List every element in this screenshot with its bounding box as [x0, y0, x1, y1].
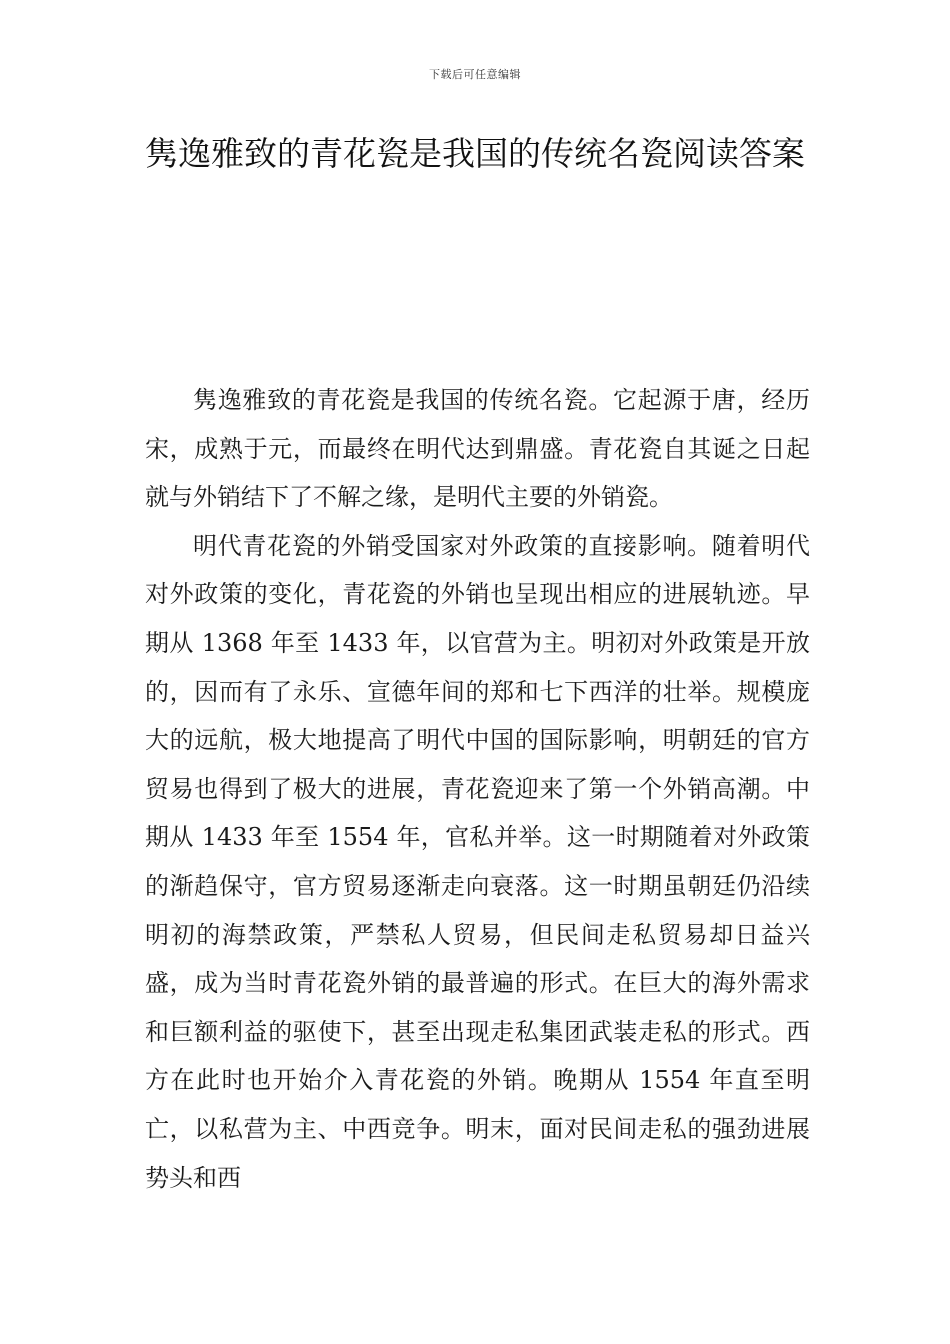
document-title: 隽逸雅致的青花瓷是我国的传统名瓷阅读答案 — [145, 134, 805, 173]
document-body — [145, 376, 810, 1202]
paragraph-2: 明代青花瓷的外销受国家对外政策的直接影响。随着明代对外政策的变化，青花瓷的外销也呈现出相应的进展轨迹。早期从 1368 年至 1433 年，以官营为主。明初对外政策是开放的，因而有了永乐、宣德年间的郑和七下西洋的壮举。规模庞大的远航，极大地提高了明代中国的国际影响，明朝廷的官方贸易也得到了极大的进展，青花瓷迎来了第一个外销高潮。中期从 1433 年至 1554 年，官私并举。这一时期随着对外政策的渐趋保守，官方贸易逐渐走向衰落。这一时期虽朝廷仍沿续明初的海禁政策，严禁私人贸易，但民间走私贸易却日益兴盛，成为当时青花瓷外销的最普遍的形式。在巨大的海外需求和巨额利益的驱使下，甚至出现走私集团武装走私的形式。西方在此时也开始介入青花瓷的外销。晚期从 1554 年直至明亡，以私营为主、中西竞争。明末，面对民间走私的强劲进展势头和西 — [145, 531, 810, 1192]
page-header-note: 下载后可任意编辑 — [429, 68, 521, 81]
paragraph-1: 隽逸雅致的青花瓷是我国的传统名瓷。它起源于唐，经历宋，成熟于元，而最终在明代达到鼎盛。青花瓷自其诞之日起就与外销结下了不解之缘，是明代主要的外销瓷。 — [145, 386, 810, 512]
